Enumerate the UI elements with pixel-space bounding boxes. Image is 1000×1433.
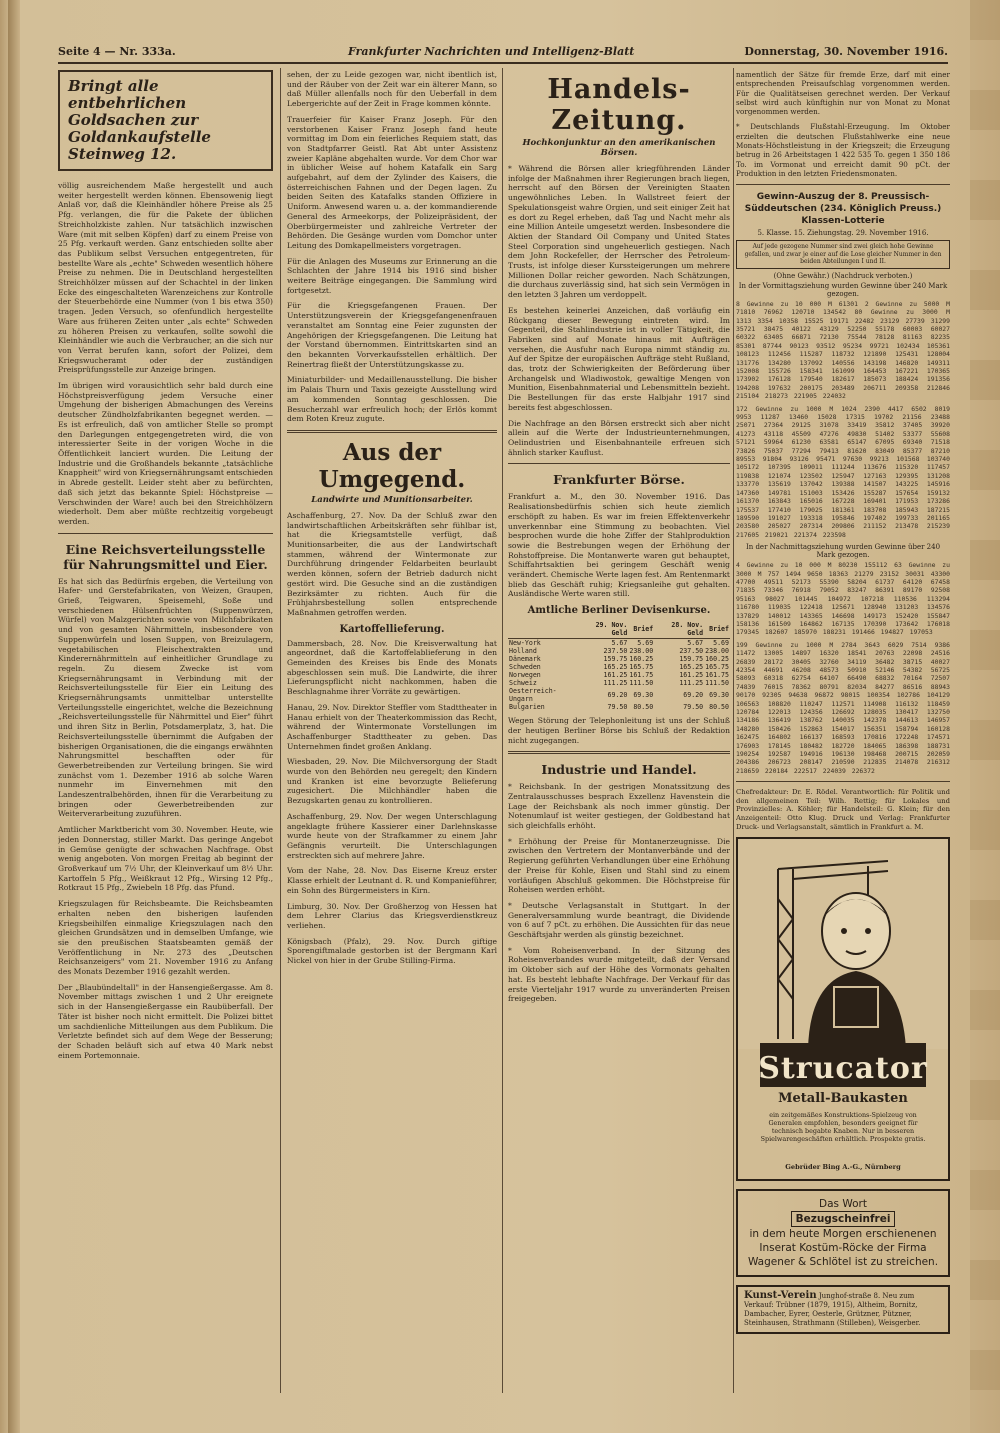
table-cell: Schweiz (509, 679, 537, 688)
lottery-title: Gewinn-Auszug der 8. Preussisch-Süddeutschen (234. Königlich Preuss.) Klassen-Lotterie (744, 192, 942, 227)
table-cell: Holland (509, 647, 537, 656)
column-rule (280, 68, 281, 1393)
lottery-disclaimer: (Ohne Gewähr.) (Nachdruck verboten.) (773, 271, 913, 280)
article-text: Dammersbach, 28. Nov. Die Kreisverwaltung hat angeordnet, daß die Kartoffelablieferung in den Gemeinden des Kreises bis Ende des Monats abgeschlossen sein muß. Die Landwirte, die ihrer Lieferungspflicht nicht nachkommen, haben die Beschlagnahme ihrer Vorräte zu gewärtigen. (287, 638, 497, 697)
table-cell: 80.50 (633, 703, 654, 712)
column-1 (58, 70, 273, 1400)
masthead: Frankfurter Nachrichten und Intelligenz-Blatt (348, 45, 635, 58)
table-cell: 159.75 (603, 655, 628, 664)
table-cell: 237.50 (679, 647, 704, 656)
table-header: 28. Nov. Geld (654, 620, 704, 639)
table-cell: Norwegen (509, 671, 541, 680)
article-text: Trauerfeier für Kaiser Franz Joseph. Für den verstorbenen Kaiser Franz Joseph fand heute vormittag im Dom ein feierliches Requiem statt, das von Stadtpfarrer Geistl. Rat Abt unter Assistenz zweier Kapläne abgehalten wurde. Vor dem Chor war in üblicher Weise auf hohem Katafalk ein Sarg aufgebahrt, auf dem der Zylinder des Kaisers, die österreichischen Fahnen und der Degen lagen. Zu beiden Seiten des Katafalks standen Offiziere in Uniform. Anwesend waren u. a. der kommandierende General des Armeekorps, der Polizeipräsident, der Oberbürgermeister und zahlreiche Vertreter der Behörden. Die Gesänge wurden vom Domchor unter Leitung des Domkapellmeisters vorgetragen. (287, 114, 497, 250)
divider (508, 751, 730, 754)
page-header (58, 42, 948, 64)
article-text: Kriegszulagen für Reichsbeamte. Die Reichsbeamten erhalten neben den bisherigen laufenden Kriegsbeihilfen einmalige Kriegszulagen nach den gleichen Grundsätzen und in demselben Umfange, wie sie den preußischen Staatsbeamten gemäß der Veröffentlichung in Nr. 273 des „Deutschen Reichsanzeigers" vom 21. November 1916 zu Anfang des Monats Dezember 1916 gezahlt werden. (58, 899, 273, 977)
article-text: Wiesbaden, 29. Nov. Die Milchversorgung der Stadt wurde von den Behörden neu geregelt; den Kindern und Kranken ist eine bevorzugte Belieferung zugesichert. Die Milchhändler haben die Bezugskarten genau zu kontrollieren. (287, 757, 497, 806)
table-cell: 111.25 (679, 679, 704, 688)
column-rule (733, 68, 734, 1393)
article-text: sehen, der zu Leide gezogen war, nicht ibentlich ist, und der Räuber von der Zeit war ein älterer Mann, so daß Müller allenfalls noch für den Ueberfall in dem Lebergerichte auf der Zeit in Frage kommen könnte. (287, 70, 497, 109)
table-row (508, 663, 730, 671)
table-cell: 69.30 (633, 691, 654, 700)
table-cell: 5.67 (687, 639, 704, 648)
table-cell: 165.25 (679, 663, 704, 672)
strucator-maker: Gebrüder Bing A.-G., Nürnberg (785, 1163, 901, 1172)
table-row (508, 703, 730, 711)
table-cell: 79.50 (607, 703, 628, 712)
issue-date: Donnerstag, 30. November 1916. (744, 45, 948, 58)
table-row (508, 679, 730, 687)
section-title-handelszeitung: Handels-Zeitung. (547, 74, 691, 136)
lottery-numbers: 172 Gewinne zu 1000 M 1024 2390 4417 6502 8019 9953 11287 13460 15028 17315 19702 21156 23488 25071 27364 29125 31078 33419 35812 37405 39920 41273 43118 45509 47276 49830 51402 53377 55608 57121 59964 61230 63581 65147 67095 69340 71518 73826 75037 77294 79413 81620 83049 85377 87210 89553 91804 93126 95471 97630 99213 101568 103740 105172 107395 109011 111244 113676 115320 117457 119838 121074 123502 125947 127163 129395 131208 133770 135619 137042 139388 141507 143225 145916 147360 149781 151003 153426 155287 157654 159132 161370 163843 165016 167228 169401 171953 173286 175537 177410 179025 181361 183708 185943 187215 189590 191027 193318 195846 197402 199733 201165 203580 205027 207314 209806 211152 213478 215239 217605 219021 221374 223598 (736, 404, 950, 539)
article-text: Vom der Nahe, 28. Nov. Das Eiserne Kreuz erster Klasse erhielt der Leutnant d. R. und Kompanieführer, ein Sohn des Bürgermeisters in Kirn. (287, 866, 497, 895)
article-text: Die Nachfrage an den Börsen erstreckt sich aber nicht allein auf die Werte der Industrieunternehmungen, Oelindustrien und Eisenbahnanteile erfreuen sich ähnlich starker Kauflust. (508, 418, 730, 457)
article-text: Limburg, 30. Nov. Der Großherzog von Hessen hat dem Lehrer Clarius das Kriegsverdienstkreuz verliehen. (287, 901, 497, 930)
section-subtitle: Landwirte und Munitionsarbeiter. (311, 494, 473, 505)
section-subtitle: Hochkonjunktur an den amerikanischen Börsen. (522, 138, 716, 158)
table-cell: Dänemark (509, 655, 541, 664)
table-row (508, 639, 730, 648)
article-text: * Reichsbank. In der gestrigen Monatssitzung des Zentralausschusses besprach Exzellenz Havenstein die Lage der Reichsbank als noch immer günstig. Der Notenumlauf ist weiter gestiegen, der Goldbestand hat sich gleichfalls erhöht. (508, 782, 730, 831)
correction-keyword: Bezugscheinfrei (791, 1211, 896, 1227)
article-text: * Erhöhung der Preise für Montanerzeugnisse. Die zwischen den Vertretern der Montanverbände und der Regierung geführten Verhandlungen über eine Erhöhung der Preise für Kohle, Eisen und Stahl sind zu einem vorläufigen Abschluß gekommen. Die Höchstpreise für Roheisen werden erhöht. (508, 836, 730, 895)
page-edge (970, 0, 1000, 1433)
table-row (508, 687, 730, 703)
table-cell: 69.20 (683, 691, 704, 700)
table-header: Brief (628, 620, 654, 639)
table-cell: Oesterreich-Ungarn (509, 687, 557, 704)
table-cell: 160.25 (629, 655, 654, 664)
table-cell: 161.25 (603, 671, 628, 680)
table-cell: 165.25 (603, 663, 628, 672)
article-text: namentlich der Sätze für fremde Erze, darf mit einer entsprechenden Preisaufschlag vorgenommen werden. Für die Qualitätseisen gerechnet werden. Der Verkauf selbst wird auch künftighin nur von Monat zu Monat vorgenommen werden. (736, 70, 950, 117)
article-heading: Frankfurter Börse. (553, 472, 685, 488)
divider (736, 184, 950, 185)
lottery-numbers: 199 Gewinne zu 1000 M 2784 3643 6029 7514 9386 11472 13005 14897 16320 18541 20763 22098 24516 26839 28172 30405 32760 34119 36482 38715 40027 42354 44691 46208 48573 50910 52146 54382 56725 58093 60318 62754 64107 66490 68832 70164 72507 74839 76015 78362 80791 82034 84277 86516 88943 90170 92305 94638 96872 98015 100354 102786 104129 106563 108820 110247 112571 114908 116132 118459 120784 122013 124356 126692 128035 130417 132750 134186 136419 138762 140035 142378 144613 146957 148280 150426 152863 154017 156351 158794 160128 162475 164802 166137 168593 170816 172248 174571 176903 178145 180482 182720 184065 186398 188731 190254 192587 194916 196130 198468 200715 202059 204386 206723 208147 210590 212835 214078 216312 218659 220184 222517 224039 226372 (736, 640, 950, 775)
article-text: * Deutschlands Flußstahl-Erzeugung. Im Oktober erzielten die deutschen Flußstahlwerke eine neue Monats-Höchstleistung in der Kriegszeit; die Erzeugung betrug in 26 Arbeitstagen 1 422 535 To. gegen 1 350 186 To. im Vormonat und erreicht damit 90 pCt. der Produktion in den letzten Friedensmonaten. (736, 122, 950, 178)
table-cell: 5.67 (611, 639, 628, 648)
table-cell: 80.50 (709, 703, 729, 712)
table-cell: 237.50 (603, 647, 628, 656)
table-cell: 69.20 (607, 691, 628, 700)
kunstverein-ad (736, 1285, 950, 1334)
article-text: Miniaturbilder- und Medaillenausstellung. Die bisher im Palais Thurn und Taxis gezeigte Ausstellung wird am kommenden Sonntag geschlossen. Die Besucherzahl war erfreulich hoch; der Erlös kommt dem Roten Kreuz zugute. (287, 375, 497, 424)
article-text: * Während die Börsen aller kriegführenden Länder infolge der Maßnahmen ihrer Regierungen brach liegen, herrscht auf den Börsen der Vereinigten Staaten ungewöhnliches Leben. In Wallstreet feiert der Spekulationsgeist wahre Orgien, und seit einiger Zeit hat es dort zu Regel erheben, daß Tag und Nacht mehr als eine Million Anteile umgesetzt werden. Insbesondere die Aktien der Standard Oil Company und United States Steel Corporation sind ungeheuerlich gestiegen. Nach dem John Rockefeller, der Herrscher des Petroleum-Trusts, ist infolge dieser Kurssteigerungen um mehrere Millionen Dollar reicher geworden. Nach Schätzungen, die durchaus zuverlässig sind, hat sich sein Vermögen in den letzten 3 Jahren um verdoppelt. (508, 164, 730, 300)
table-cell: Bulgarien (509, 703, 545, 712)
strucator-subtitle: Metall-Baukasten (778, 1091, 908, 1107)
article-text: * Vom Roheisenverband. In der Sitzung des Roheisenverbandes wurde mitgeteilt, daß der Versand im Oktober sich auf der Höhe des Vormonats gehalten hat. Es besteht lebhafte Nachfrage. Der Verkauf für das erste Vierteljahr 1917 wurde zu unveränderten Preisen freigegeben. (508, 945, 730, 1004)
article-text: Für die Kriegsgefangenen Frauen. Der Unterstützungsverein der Kriegsgefangenenfrauen veranstaltet am Sonntag eine Feier zugunsten der Angehörigen der Kriegsgefangenen. Die Leitung hat der Vorstand übernommen. Eintrittskarten sind an den bekannten Vorverkaufsstellen erhältlich. Der Reinertrag fließt der Unterstützungskasse zu. (287, 301, 497, 369)
article-text: Amtlicher Marktbericht vom 30. November. Heute, wie jeden Donnerstag, stiller Markt. Das geringe Angebot in Gemüse genügte der schwachen Nachfrage. Obst wenig angeboten. Von morgen Freitag ab beginnt der Großverkauf um 7½ Uhr, der Kleinverkauf um 8½ Uhr. Kartoffeln 5 Pfg., Weißkraut 12 Pfg., Wirsing 12 Pfg., Rotkraut 15 Pfg., Zwiebeln 18 Pfg. das Pfund. (58, 825, 273, 893)
divider (508, 463, 730, 464)
article-text: völlig ausreichendem Maße hergestellt und auch weiter hergestellt werden können. Ebensowenig liegt Anlaß vor, daß die Kleinhändler höhere Preise als 25 Pfg. verlangen, die für die Pakete der üblichen Streichholzkiste zahlen. Nur tatsächlich inzwischen Ware (mit mit selben Köpfen) darf zu einem Preise von 25 Pfg. verkauft werden. Ganz entschieden sollte aber das Publikum selbst Versuchen entgegentreten, für bestellte Ware als „echte" Schweden wesentlich höhere Preise zu nehmen. Die in Deutschland hergestellten Streichhölzer müssen auf der Schachtel in der linken Ecke des eingeschalteten Warenzeichens zur Kontrolle der Steuerbehörde eine Nummer (von 1 bis etwa 350) tragen. Jeden Versuch, so ofenfundlich hergestellte Ware aus früheren Zeiten unter „als echte" Schweden zu höheren Preisen zu verkaufen, sollte sowohl die Kleinhändler wie auch die Verbraucher, an die sich nur von Verrat berufen kann, sofort der Polizei, dem Kriegswucheramt oder der zuständigen Preisprüfungsstelle zur Anzeige bringen. (58, 181, 273, 375)
article-text: Es hat sich das Bedürfnis ergeben, die Verteilung von Hafer- und Gerstefabrikaten, von Weizen, Graupen, Grieß, Teigwaren, Speisemehl, Soße und verschiedenen Hülsenfrüchten (Suppenwürzen, Würfel) von Malzgerichten sowie von Milchfabrikaten und von gesamten Nährmitteln, insbesondere von Suppenwürfeln und losen Suppen, von Breizulagern, vegetabilischen Fleischextrakten und Kinderernährmitteln auf einheitlicher Grundlage zu regeln. Zu diesem Zwecke ist vom Kriegsernährungsamt in Verbindung mit der Reichsverteilungsstelle für Eier ein Leitung des Kriegsernährungsamts unmittelbar unterstellte Verteilungsstelle eingerichtet, welche die Bezeichnung „Reichsverteilungsstelle für Nährmittel und Eier" führt und ihren Sitz in Berlin, Potsdamerplatz, 3, hat. Die Reichsverteilungsstelle übernimmt die Aufgaben der bisherigen Organisationen, die die eingangs erwähnten Nahrungsmittel beschafften oder für Gewerbetreibenden zur Verteilung bringen. Sie wird zunächst vom 1. Dezember 1916 ab solche Waren nunmehr im Einvernehmen mit den Landeszentralbehörden, ihnen für die Verarbeitung zu bringen oder Gewerbetreibenden zur Weiterverarbeitung zuzuführen. (58, 576, 273, 819)
divider (736, 781, 950, 782)
page-number: Seite 4 — Nr. 333a. (58, 45, 176, 58)
article-text: Wegen Störung der Telephonleitung ist uns der Schluß der heutigen Berliner Börse bis Schluß der Redaktion nicht zugegangen. (508, 716, 730, 745)
exchange-rate-table (508, 620, 730, 711)
section-title-umgegend: Aus der Umgegend. (318, 438, 466, 493)
article-text: Im übrigen wird vorausichtlich sehr bald durch eine Höchstpreisverfügung jedem Versuche einer Umgehung der bisherigen Abmachungen des Vereins deutscher Zündholzfabrikanten begegnet werden. — Es ist erfreulich, daß von amtlicher Stelle so prompt den Darlegungen entgegengetreten wird, die von interessierter Seite in der vorigen Woche in die Öffentlichkeit lanciert wurden. Die Leitung der Industrie und die Großhandels bekannte „tatsächliche Knappheit" wird von Kriegsernährungsamt entschieden in Abrede gestellt. Leider steht aber zu befürchten, daß sich jetzt das bekannte Spiel: Höchstpreise — Verschwinden der Ware! auch bei den Streichhölzern wiederholt. Dem aber müßte rechtzeitig vorgebeugt werden. (58, 381, 273, 526)
strucator-description: ein zeitgemäßes Konstruktions-Spielzeug von Generalen empfohlen, besonders geeignet für technisch begabte Knaben. Nur in besseren Spielwarengeschäften erhältlich. Prospekte gratis. (760, 1111, 926, 1144)
divider (287, 430, 497, 433)
table-cell: New-York (509, 639, 541, 648)
table-cell: 111.50 (629, 679, 654, 688)
table-cell: 238.00 (705, 647, 729, 656)
correction-notice (736, 1189, 950, 1277)
kunstverein-text: Junghof-straße 8. Neu zum Verkauf: Trübner (1879, 1915), Altheim, Bornitz, Dambacher, Eyrer, Oesterle, Grützner, Pützner, Steinhausen, Strathmann (Stilleben), Weisgerber. (744, 1292, 921, 1328)
table-row (508, 671, 730, 679)
column-2 (287, 70, 497, 1400)
lottery-numbers: 8 Gewinne zu 10 000 M 61301 2 Gewinne zu 5000 M 71810 76962 120710 134542 80 Gewinne zu 3000 M 1313 3354 10358 15525 19171 22482 23129 27739 31299 35721 38475 40122 43129 52250 55178 60003 60027 60322 63405 66871 72130 75544 78128 81163 82235 85301 87744 90123 93512 95234 99721 102434 105361 108123 112456 115287 118732 121890 125431 128004 131776 134280 137092 140556 143198 146820 149311 152008 155726 158341 161099 164453 167221 170365 173902 176128 179540 182617 185073 188424 191356 194208 197632 200175 203489 206711 209358 212846 215104 218273 221905 224032 (736, 299, 950, 401)
kunstverein-title: Kunst-Verein (744, 1290, 817, 1302)
article-text: * Deutsche Verlagsanstalt in Stuttgart. In der Generalversammlung wurde beantragt, die Dividende von 6 auf 7 pCt. zu erhöhen. Die Aussichten für das neue Geschäftsjahr werden als günstig bezeichnet. (508, 900, 730, 940)
article-text: Der „Blaubündeltall" in der Hansengießergasse. Am 8. November mittags zwischen 1 und 2 Uhr ereignete sich in der Hansengießergasse ein Raubüberfall. Der Täter ist bisher noch nicht ermittelt. Die Polizei bittet um sachdienliche Mitteilungen aus dem Publikum. Die Verletzte befindet sich auf dem Wege der Besserung; der Schaden beläuft sich auf etwa 40 Mark nebst einem Portemonnaie. (58, 982, 273, 1060)
table-cell: 69.30 (709, 691, 729, 700)
table-cell: 160.25 (705, 655, 729, 664)
table-cell: 161.75 (705, 671, 729, 680)
lottery-section: In der Vormittagsziehung wurden Gewinne über 240 Mark gezogen. (738, 281, 948, 298)
article-text: Aschaffenburg, 29. Nov. Der wegen Unterschlagung angeklagte frühere Kassierer einer Darlehnskasse wurde heute von der Strafkammer zu einem Jahr Gefängnis verurteilt. Die Unterschlagungen erstreckten sich auf mehrere Jahre. (287, 811, 497, 860)
table-row (508, 655, 730, 663)
table-cell: 238.00 (629, 647, 654, 656)
article-text: Aschaffenburg, 27. Nov. Da der Schluß zwar den landwirtschaftlichen Arbeitskräften sehr fühlbar ist, hat die Kriegsamtstelle verfügt, daß Munitionsarbeiter, die aus der Landwirtschaft stammen, während der Wintermonate zur Durchführung dringender Feldarbeiten beurlaubt werden können, sofern der Betrieb dadurch nicht gestört wird. Die Gesuche sind an die zuständigen Bezirksämter zu richten. Auch für die Frühjahrsbestellung sollen entsprechende Maßnahmen getroffen werden. (287, 510, 497, 617)
table-cell: 111.50 (705, 679, 729, 688)
table-cell: 165.75 (629, 663, 654, 672)
gold-ad: Bringt alle entbehrlichen Goldsachen zur Goldankaufstelle Steinweg 12. (58, 70, 273, 171)
lottery-notice: Auf jede gezogene Nummer sind zwei gleich hohe Gewinne gefallen, und zwar je einer auf die Lose gleicher Nummer in den beiden Abteilungen I und II. (736, 240, 950, 269)
table-title: Amtliche Berliner Devisenkurse. (527, 605, 711, 617)
article-text: Es bestehen keinerlei Anzeichen, daß vorläufig ein Rückgang dieser Bewegung eintreten wird. Im Gegenteil, die Stahlindustrie ist in voller Tätigkeit, die Fabriken sind auf Monate hinaus mit Aufträgen versehen, die Ausfuhr nach Europa nimmt ständig zu. Auf der Spitze der europäischen Aufträge steht Rußland, das, trotz der Schwierigkeiten der Beförderung über Archangelsk und Wladiwostok, gewaltige Mengen von Munition, Eisenbahnmaterial und Lebensmitteln bezieht. Die Bestellungen für das erste Halbjahr 1917 sind bereits fest abgeschlossen. (508, 305, 730, 412)
correction-line: in dem heute Morgen erschienenen Inserat Kostüm-Röcke der Firma Wagener & Schlötel ist zu streichen. (747, 1228, 939, 1269)
lottery-section: In der Nachmittagsziehung wurden Gewinne über 240 Mark gezogen. (745, 543, 941, 560)
table-cell: 5.69 (637, 639, 654, 648)
column-rule (502, 68, 503, 1393)
table-cell: 5.69 (713, 639, 729, 648)
article-text: Hanau, 29. Nov. Direktor Steffler vom Stadttheater in Hanau erhielt von der Theaterkommission das Recht, während der Wintermonate Vorstellungen im Aschaffenburger Stadttheater zu geben. Das Unternehmen findet großen Anklang. (287, 702, 497, 751)
table-header (508, 620, 578, 639)
article-heading: Industrie und Handel. (541, 762, 697, 778)
page-fold (8, 0, 20, 1433)
article-heading: Kartoffellieferung. (339, 623, 445, 635)
correction-line: Das Wort (819, 1198, 867, 1211)
article-heading: Eine Reichsverteilungsstelle für Nahrungsmittel und Eier. (63, 541, 268, 572)
table-cell: 165.75 (705, 663, 729, 672)
imprint: Chefredakteur: Dr. E. Rödel. Verantwortlich: für Politik und den allgemeinen Teil: Wilh. Rettig; für Lokales und Provinzielles: A. Köhler; für Handelsteil: G. Klein; für den Anzeigenteil: Otto Klug. Druck und Verlag: Frankfurter Druck- und Verlagsanstalt, sämtlich in Frankfurt a. M. (736, 788, 950, 831)
article-text: Königsbach (Pfalz), 29. Nov. Durch giftige Sporengiftmalade gestorben ist der Bergmann Karl Nickel von hier in der Grube Stilling-Firma. (287, 936, 497, 966)
lottery-date: 5. Klasse. 15. Ziehungstag. 29. November 1916. (757, 229, 929, 238)
table-header: Brief (704, 620, 730, 639)
divider (58, 533, 273, 534)
table-cell: 79.50 (683, 703, 704, 712)
table-row (508, 647, 730, 655)
table-cell: 161.25 (679, 671, 704, 680)
lottery-numbers: 4 Gewinne zu 10 000 M 80230 155112 63 Gewinne zu 3000 M 757 1494 9650 18363 21279 23152 30031 43300 47700 49511 52173 55390 58204 61737 64120 67458 71835 73346 76918 79052 83247 86391 89170 92508 95163 98027 101445 104972 107218 110536 113294 116780 119035 122418 125671 128940 131203 134576 137829 140012 143365 146698 149173 152420 155847 158136 161509 164862 167135 170390 173642 176018 179345 182607 185970 188231 191466 194827 197053 (736, 561, 950, 637)
table-cell: 111.25 (603, 679, 628, 688)
article-text: Für die Anlagen des Museums zur Erinnerung an die Schlachten der Jahre 1914 bis 1916 sind bisher weitere Beiträge eingegangen. Die Sammlung wird fortgesetzt. (287, 256, 497, 295)
boy-with-crane-illustration (738, 839, 948, 1049)
table-header: 29. Nov. Geld (578, 620, 628, 639)
table-cell: 161.75 (629, 671, 654, 680)
table-cell: 159.75 (679, 655, 704, 664)
strucator-title: Strucator (758, 1051, 928, 1087)
table-cell: Schweden (509, 663, 541, 672)
column-4 (736, 70, 950, 1400)
strucator-ad (736, 837, 950, 1181)
column-3 (508, 70, 730, 1400)
article-text: Frankfurt a. M., den 30. November 1916. Das Realisationsbedürfnis schien sich heute ziemlich erschöpft zu haben. Es war im freien Effektenverkehr unverkennbar eine Stimmung zu beobachten. Viel besprochen wurde die hohe Ziffer der Stahlproduktion sowie die Bestrebungen wegen der Erhöhung der Rohstoffpreise. Die Montanwerte waren gut behauptet, Schiffahrtsaktien bei geringem Geschäft wenig verändert. Chemische Werte lagen fest. Am Rentenmarkt blieb das Geschäft ruhig; Kriegsanleihe gut gehalten. Ausländische Werte waren still. (508, 492, 730, 599)
